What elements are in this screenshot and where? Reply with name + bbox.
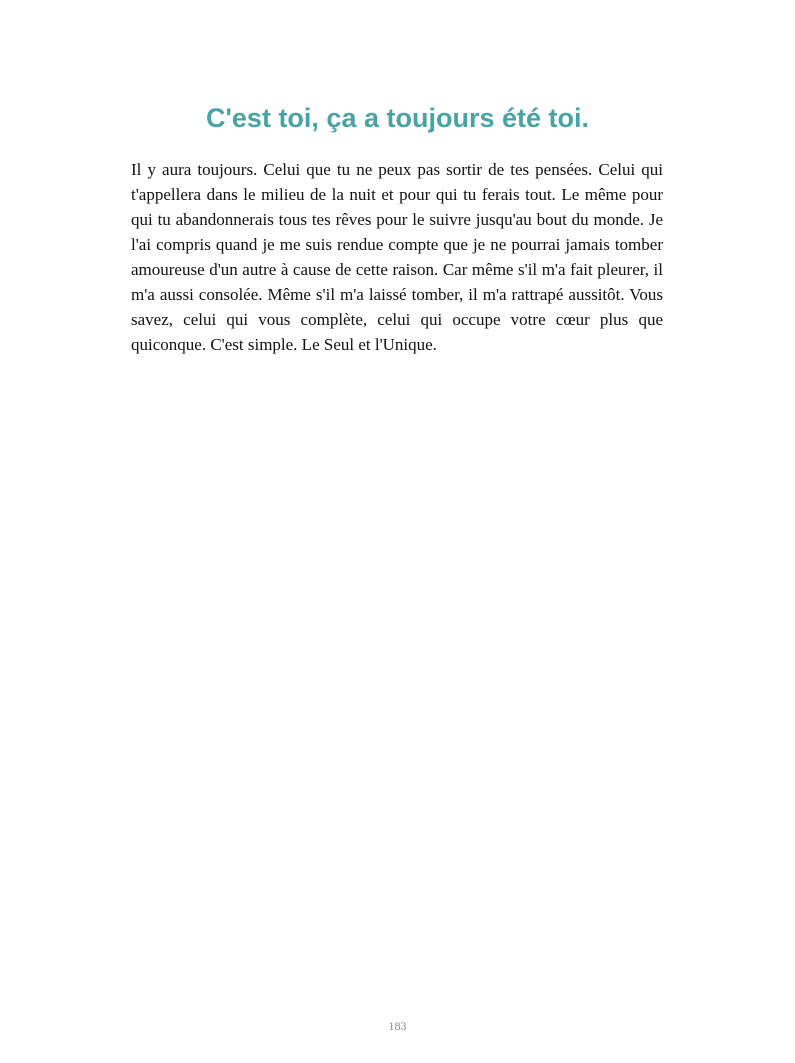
page-title: C'est toi, ça a toujours été toi. <box>206 103 589 133</box>
page-number: 183 <box>388 1019 407 1033</box>
body-paragraph: Il y aura toujours. Celui que tu ne peux pas sortir de tes pensées. Celui qui t'appellera dans le milieu de la nuit et pour qui tu ferais tout. Le même pour qui tu abandonnerais tous tes rêves pour le suivre jusqu'au bout du monde. Je l'ai compris quand je me suis rendue compte que je ne pourrai jamais tomber amoureuse d'un autre à cause de cette raison. Car même s'il m'a fait pleurer, il m'a aussi consolée. Même s'il m'a laissé tomber, il m'a rattrapé aussitôt. Vous savez, celui qui vous complète, celui qui occupe votre cœur plus que quiconque. C'est simple. Le Seul et l'Unique. <box>131 160 663 354</box>
